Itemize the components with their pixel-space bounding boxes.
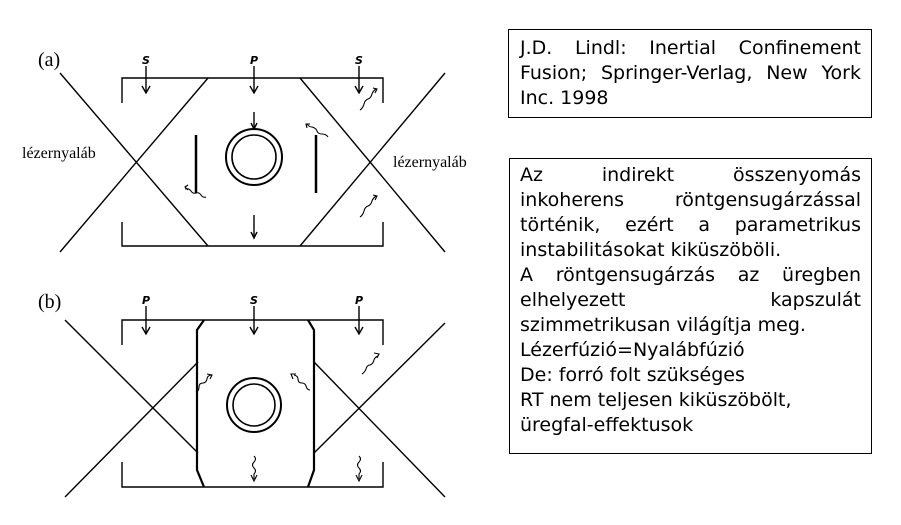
top-label-a-right: S (355, 54, 363, 67)
description-line: elhelyezett kapszulát (520, 289, 861, 311)
laser-beam-b3 (314, 323, 445, 453)
laser-beam-b2 (65, 362, 198, 497)
xray-wave-icon (360, 88, 377, 110)
description-line: instabilitásokat kiküszöböli. (520, 239, 782, 261)
description-line: Az indirekt összenyomás (520, 164, 861, 186)
description-line: szimmetrikusan világítja meg. (520, 314, 806, 336)
capsule-outer-b (227, 378, 281, 432)
arrow-down-icon (251, 215, 257, 238)
panel-b-label: (b) (38, 291, 62, 313)
panel-a (60, 66, 445, 252)
laser-beam-a2 (60, 78, 208, 252)
end-cap-right-b (308, 320, 314, 487)
description-line: A röntgensugárzás az üregben (520, 264, 861, 286)
capsule-inner-a (232, 135, 276, 179)
panel-a-label: (a) (38, 49, 61, 71)
laser-label-left: lézernyaláb (22, 145, 96, 162)
xray-wave-icon (291, 374, 310, 390)
description-box (509, 158, 872, 454)
laser-beam-b1 (65, 320, 198, 453)
xray-wave-icon (251, 456, 257, 481)
arrow-down-icon (142, 66, 150, 93)
description-line: történik, ezért a parametrikus (520, 214, 861, 236)
capsule-outer-a (226, 129, 282, 185)
arrow-down-icon (251, 112, 257, 129)
laser-beam-b4 (314, 362, 445, 497)
xray-wave-icon (356, 456, 362, 481)
xray-wave-icon (362, 353, 379, 374)
description-line: inkoherens röntgensugárzással (520, 189, 861, 211)
top-label-b-left: P (142, 294, 151, 307)
top-label-b-right: P (355, 294, 364, 307)
description-line: Lézerfúzió=Nyalábfúzió (520, 339, 745, 361)
xray-wave-icon (360, 195, 377, 217)
reference-box (508, 29, 872, 118)
top-label-b-center: S (250, 294, 258, 307)
description-line: RT nem teljesen kiküszöbölt, (520, 389, 792, 411)
description-line: üregfal-effektusok (520, 414, 694, 436)
capsule-inner-b (233, 384, 275, 426)
arrow-down-icon (355, 66, 363, 93)
top-label-a-center: P (250, 54, 259, 67)
top-label-a-left: S (142, 54, 150, 67)
arrow-down-icon (250, 66, 258, 93)
end-cap-left-b (197, 320, 204, 487)
xray-wave-icon (196, 374, 212, 392)
panel-b (65, 306, 445, 497)
reference-text: J.D. Lindl: Inertial Confinement Fusion; Springer-Verlag, New York Inc. 1998 (520, 37, 861, 109)
laser-label-right: lézernyaláb (393, 154, 467, 171)
description-line: De: forró folt szükséges (520, 364, 745, 386)
